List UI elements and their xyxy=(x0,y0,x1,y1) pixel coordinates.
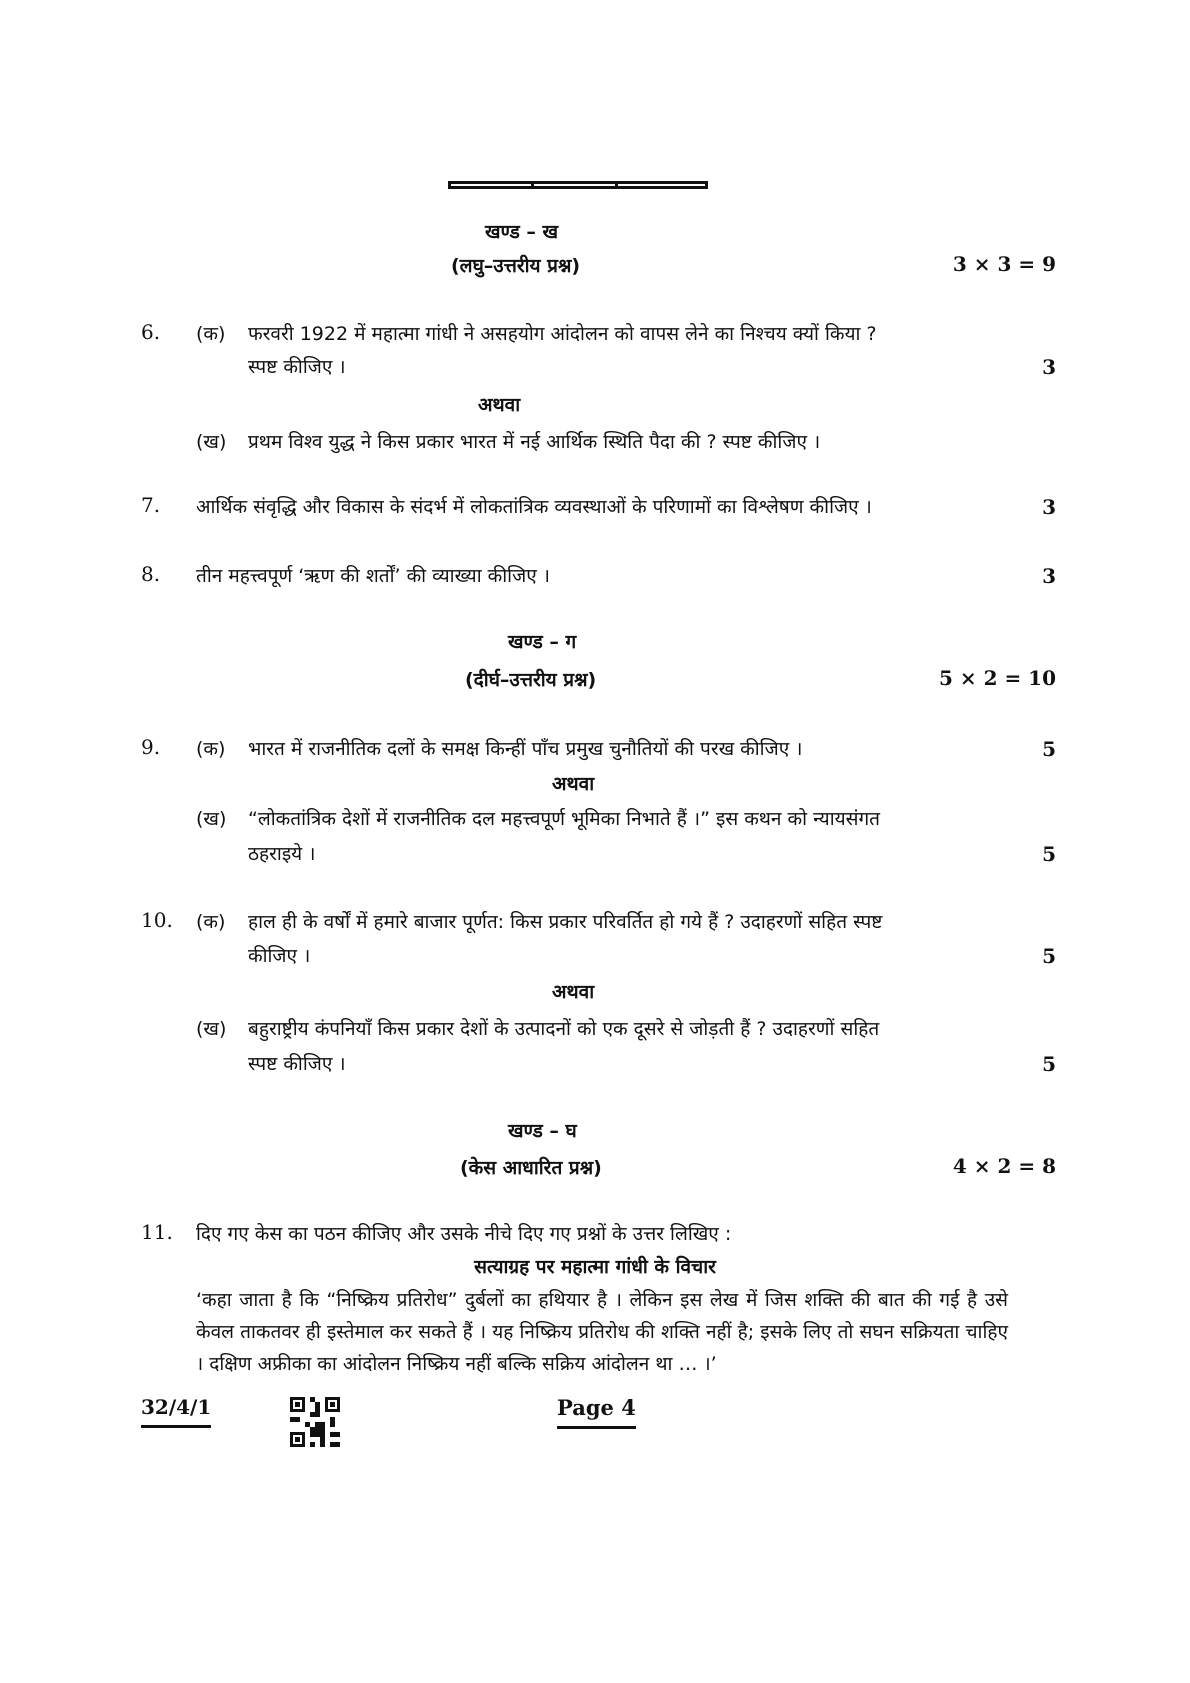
question-number: 6. xyxy=(141,320,161,344)
page-number: Page 4 xyxy=(557,1395,636,1429)
sub-label: (ख) xyxy=(196,1018,227,1040)
question-text: तीन महत्त्वपूर्ण ‘ऋण की शर्तों’ की व्याख्या कीजिए । xyxy=(196,565,550,587)
divider-tick xyxy=(531,181,534,189)
section-b-marks: 3 × 3 = 9 xyxy=(952,252,1056,276)
sub-label: (क) xyxy=(196,911,226,933)
sub-label: (ख) xyxy=(196,808,227,830)
section-b-subtitle: (लघु–उत्तरीय प्रश्न) xyxy=(451,255,581,277)
or-label: अथवा xyxy=(478,394,521,416)
marks: 5 xyxy=(1042,737,1056,761)
question-text: स्पष्ट कीजिए । xyxy=(248,356,346,378)
question-text: भारत में राजनीतिक दलों के समक्ष किन्हीं पाँच प्रमुख चुनौतियों की परख कीजिए । xyxy=(248,738,803,760)
question-text: “लोकतांत्रिक देशों में राजनीतिक दल महत्त्वपूर्ण भूमिका निभाते हैं ।” इस कथन को न्यायसंगत xyxy=(248,808,881,830)
section-b-title: खण्ड – ख xyxy=(485,221,559,243)
marks: 3 xyxy=(1042,495,1056,519)
case-title: सत्याग्रह पर महात्मा गांधी के विचार xyxy=(474,1256,716,1278)
sub-label: (क) xyxy=(196,323,226,345)
qr-code-icon xyxy=(290,1397,340,1447)
question-number: 8. xyxy=(141,562,161,586)
top-divider-bar xyxy=(448,181,708,189)
marks: 5 xyxy=(1042,944,1056,968)
question-text: फरवरी 1922 में महात्मा गांधी ने असहयोग आंदोलन को वापस लेने का निश्चय क्यों किया ? xyxy=(248,323,877,345)
question-number: 11. xyxy=(141,1220,173,1244)
sub-label: (ख) xyxy=(196,431,227,453)
question-text: बहुराष्ट्रीय कंपनियाँ किस प्रकार देशों के उत्पादनों को एक दूसरे से जोड़ती हैं ? उदाहरणों सहित xyxy=(248,1018,880,1040)
marks: 3 xyxy=(1042,564,1056,588)
question-instruction: दिए गए केस का पठन कीजिए और उसके नीचे दिए गए प्रश्नों के उत्तर लिखिए : xyxy=(196,1223,732,1245)
marks: 5 xyxy=(1042,842,1056,866)
question-text: प्रथम विश्व युद्ध ने किस प्रकार भारत में नई आर्थिक स्थिति पैदा की ? स्पष्ट कीजिए । xyxy=(248,431,821,453)
section-c-marks: 5 × 2 = 10 xyxy=(938,666,1056,690)
paper-code: 32/4/1 xyxy=(141,1395,211,1428)
divider-tick xyxy=(615,181,618,189)
question-text: स्पष्ट कीजिए । xyxy=(248,1053,346,1075)
section-c-title: खण्ड – ग xyxy=(508,631,577,653)
question-number: 7. xyxy=(141,493,161,517)
or-label: अथवा xyxy=(552,773,595,795)
question-text: कीजिए । xyxy=(248,945,311,967)
section-d-subtitle: (केस आधारित प्रश्न) xyxy=(460,1157,602,1179)
marks: 3 xyxy=(1042,355,1056,379)
question-text: आर्थिक संवृद्धि और विकास के संदर्भ में लोकतांत्रिक व्यवस्थाओं के परिणामों का विश्लेषण कीजिए । xyxy=(196,496,872,518)
question-number: 10. xyxy=(141,908,173,932)
marks: 5 xyxy=(1042,1052,1056,1076)
or-label: अथवा xyxy=(552,981,595,1003)
section-c-subtitle: (दीर्घ–उत्तरीय प्रश्न) xyxy=(465,669,597,691)
question-text: हाल ही के वर्षों में हमारे बाजार पूर्णत: किस प्रकार परिवर्तित हो गये हैं ? उदाहरणों सहित स्पष्ट xyxy=(248,911,883,933)
question-number: 9. xyxy=(141,735,161,759)
section-d-title: खण्ड – घ xyxy=(508,1120,577,1142)
sub-label: (क) xyxy=(196,738,226,760)
question-text: ठहराइये । xyxy=(248,843,316,865)
case-passage: ‘कहा जाता है कि “निष्क्रिय प्रतिरोध” दुर्बलों का हथियार है । लेकिन इस लेख में जिस शक्ति की बात की गई है उसे केवल ताकतवर ही इस्तेमाल कर सकते हैं । यह निष्क्रिय प्रतिरोध की शक्ति नहीं है; इसके लिए तो सघन सक्रियता चाहिए । दक्षिण अफ्रीका का आंदोलन निष्क्रिय नहीं बल्कि सक्रिय आंदोलन था … ।’ xyxy=(196,1289,1008,1375)
section-d-marks: 4 × 2 = 8 xyxy=(952,1154,1056,1178)
